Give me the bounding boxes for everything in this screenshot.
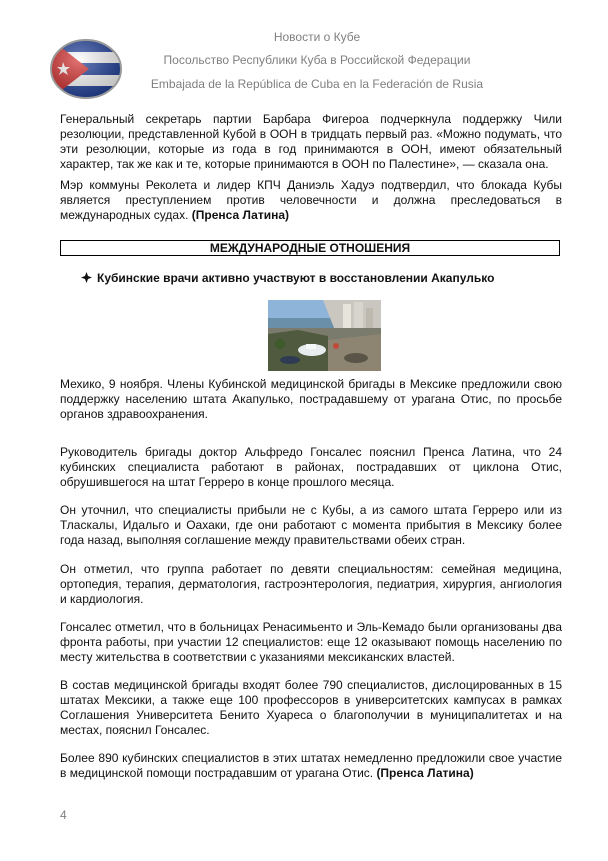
paragraph-1: Генеральный секретарь партии Барбара Фигероа подчеркнула поддержку Чили резолюции, представленной Кубой в ООН в тридцать первый раз. «Можно подумать, что эти резолюции, которые из года в год принимаются в ООН, имеют обязательный характер, так же как и те, которые принимаются в ООН по Палестине», — сказала она. — [60, 112, 562, 171]
article-headline: Кубинские врачи активно участвуют в восстановлении Акапулько — [81, 271, 494, 286]
article-paragraph-2: Руководитель бригады доктор Альфредо Гонсалес пояснил Пренса Латина, что 24 кубинских специалиста работают в районах, пострадавших от циклона Отис, обрушившегося на штат Герреро в конце прошлого месяца. — [60, 445, 562, 489]
article-paragraph-3: Он уточнил, что специалисты прибыли не с Кубы, а из самого штата Герреро или из Тласкалы, Идальго и Оахаки, где они работают с момента прибытия в Мексику более года назад, выполняя соглашение между правительствами обеих стран. — [60, 503, 562, 547]
article-paragraph-5: Гонсалес отметил, что в больницах Ренасимьенто и Эль-Кемадо были организованы два фронта работы, при участии 12 специалистов: еще 12 оказывают помощь населению по месту жительства в соответствии с указаниями мексиканских властей. — [60, 620, 562, 664]
section-title: МЕЖДУНАРОДНЫЕ ОТНОШЕНИЯ — [60, 240, 560, 256]
article-paragraph-7: Более 890 кубинских специалистов в этих штатах немедленно предложили свое участие в медицинской помощи пострадавшим от урагана Отис. (Пренса Латина) — [60, 751, 562, 780]
header-embassy-es: Embajada de la República de Cuba en la Federación de Rusia — [150, 77, 484, 91]
header-title: Новости о Кубе — [273, 30, 361, 44]
source-label: (Пренса Латина) — [376, 766, 474, 780]
header-embassy-ru: Посольство Республики Куба в Российской Федерации — [163, 53, 471, 67]
source-label: (Пренса Латина) — [191, 208, 290, 222]
cuban-flag-oval-logo — [49, 38, 123, 100]
article-paragraph-4: Он отметил, что группа работает по девяти специальностям: семейная медицина, ортопедия, терапия, дерматология, гастроэнтерология, педиатрия, хирургия, ангиология и кардиология. — [60, 562, 562, 606]
diamond-bullet-icon — [81, 271, 97, 286]
article-paragraph-6: В состав медицинской бригады входят более 790 специалистов, дислоцированных в 15 штатах Мексики, а также еще 100 профессоров в университетских кампусах в рамках Соглашения Университета Бенито Хуареса о благополучии в муниципалитетах и на местах, пояснил Гонсалес. — [60, 678, 562, 737]
article-paragraph-1: Мехико, 9 ноября. Члены Кубинской медицинской бригады в Мексике предложили свою поддержку населению штата Акапулько, пострадавшему от урагана Отис, по просьбе органов здравоохранения. — [60, 377, 562, 421]
paragraph-2: Мэр коммуны Реколета и лидер КПЧ Даниэль Хадуэ подтвердил, что блокада Кубы является преступлением против человечности и должна преследоваться в международных судах. (Пренса Латина) — [60, 178, 562, 222]
acapulco-damage-photo — [268, 300, 381, 371]
page-number: 4 — [60, 808, 67, 822]
